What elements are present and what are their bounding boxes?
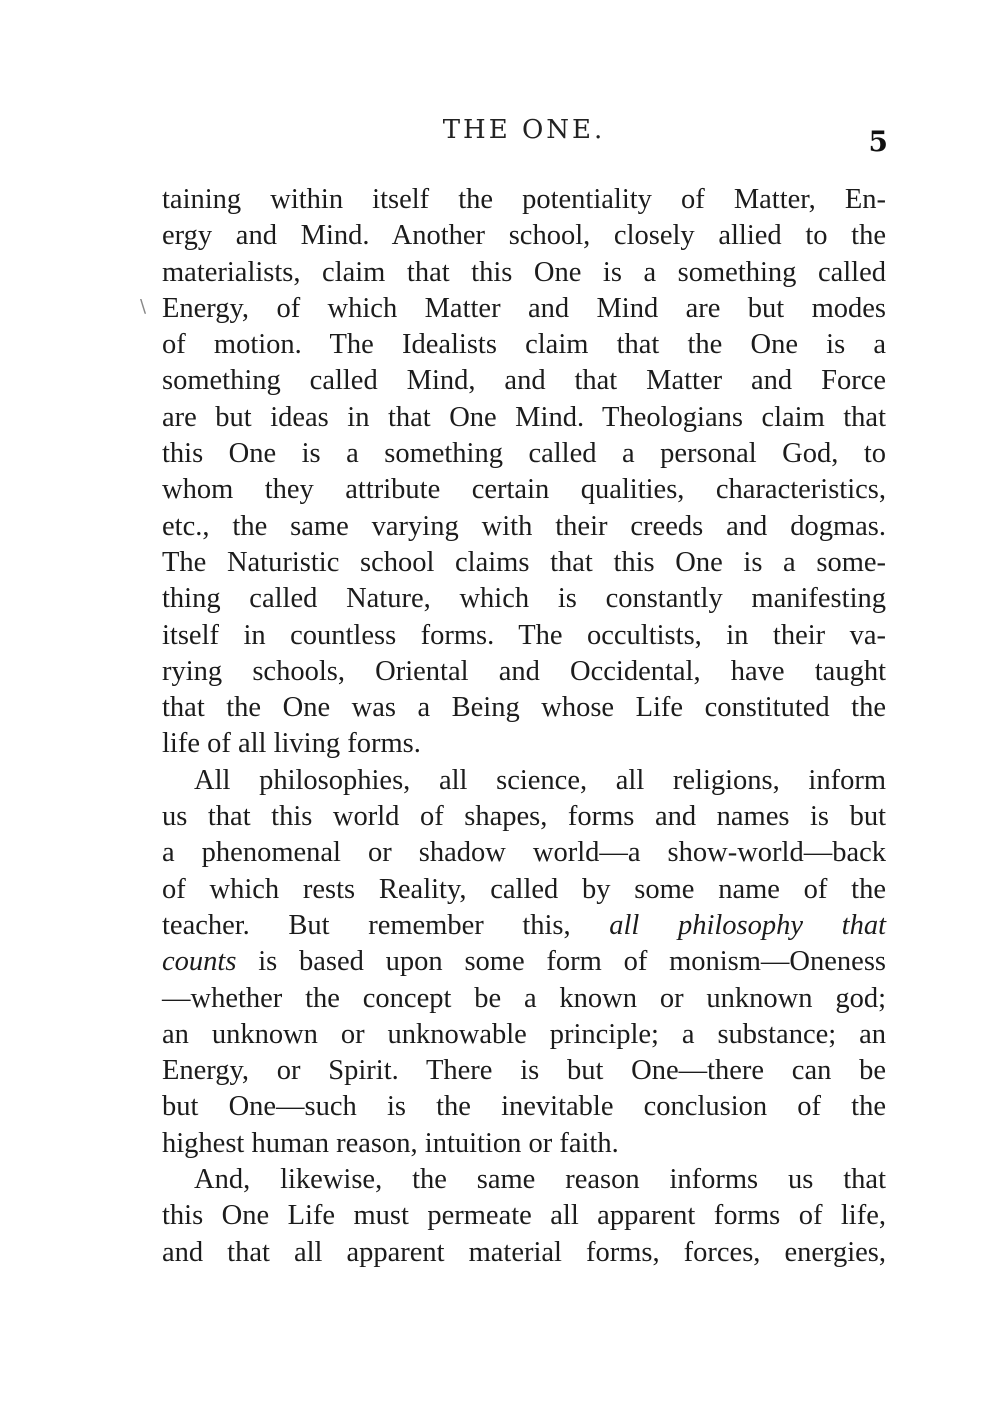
text-line: highest human reason, intuition or faith. — [162, 1127, 619, 1159]
text-line: whom they attribute certain qualities, characteristics, — [162, 474, 886, 506]
paragraph-first-line: All philosophies, all science, all religions, inform — [194, 764, 886, 796]
text-line: —whether the concept be a known or unknown god; — [162, 982, 886, 1014]
text-line: rying schools, Oriental and Occidental, have taught — [162, 655, 886, 687]
page-number: 5 — [868, 125, 888, 158]
text-line: us that this world of shapes, forms and names is but — [162, 801, 886, 833]
text-line: ergy and Mind. Another school, closely allied to the — [162, 220, 886, 252]
running-title: THE ONE. — [442, 115, 606, 145]
text-line: materialists, claim that this One is a something called — [162, 256, 886, 288]
italic-emphasis: counts — [162, 946, 237, 978]
text-line: etc., the same varying with their creeds and dogmas. — [162, 510, 886, 542]
text-line: and that all apparent material forms, forces, energies, — [162, 1236, 886, 1268]
text-fragment: is based upon some form of monism—Oneness — [236, 946, 886, 978]
text-line: are but ideas in that One Mind. Theologians claim that — [162, 401, 886, 433]
margin-scan-mark: \ — [140, 296, 147, 317]
running-head — [160, 115, 888, 158]
text-line: this One is a something called a personal God, to — [162, 438, 886, 470]
italic-emphasis: all philosophy that — [609, 909, 886, 941]
text-line: of motion. The Idealists claim that the One is a — [162, 329, 886, 361]
text-fragment: teacher. But remember this, — [162, 909, 610, 941]
text-line: a phenomenal or shadow world—a show-world—back — [162, 837, 886, 869]
text-line: itself in countless forms. The occultists, in their va- — [162, 619, 886, 651]
text-line: Energy, of which Matter and Mind are but modes — [162, 292, 886, 324]
text-line: Energy, or Spirit. There is but One—there can be — [162, 1055, 886, 1087]
text-line: The Naturistic school claims that this One is a some- — [162, 546, 886, 578]
text-line-with-emphasis — [162, 908, 886, 944]
text-line-with-emphasis — [162, 944, 886, 980]
text-line: but One—such is the inevitable conclusion of the — [162, 1091, 886, 1123]
text-line: an unknown or unknowable principle; a substance; an — [162, 1018, 886, 1050]
body-text — [162, 182, 886, 1271]
text-line: of which rests Reality, called by some name of the — [162, 873, 886, 905]
text-line: something called Mind, and that Matter and Force — [162, 365, 886, 397]
text-line: this One Life must permeate all apparent forms of life, — [162, 1200, 886, 1232]
text-line: life of all living forms. — [162, 728, 421, 760]
text-line: thing called Nature, which is constantly manifesting — [162, 583, 886, 615]
text-line: that the One was a Being whose Life constituted the — [162, 692, 886, 724]
text-line: taining within itself the potentiality of Matter, En- — [162, 184, 886, 215]
paragraph-first-line: And, likewise, the same reason informs us that — [194, 1164, 886, 1196]
